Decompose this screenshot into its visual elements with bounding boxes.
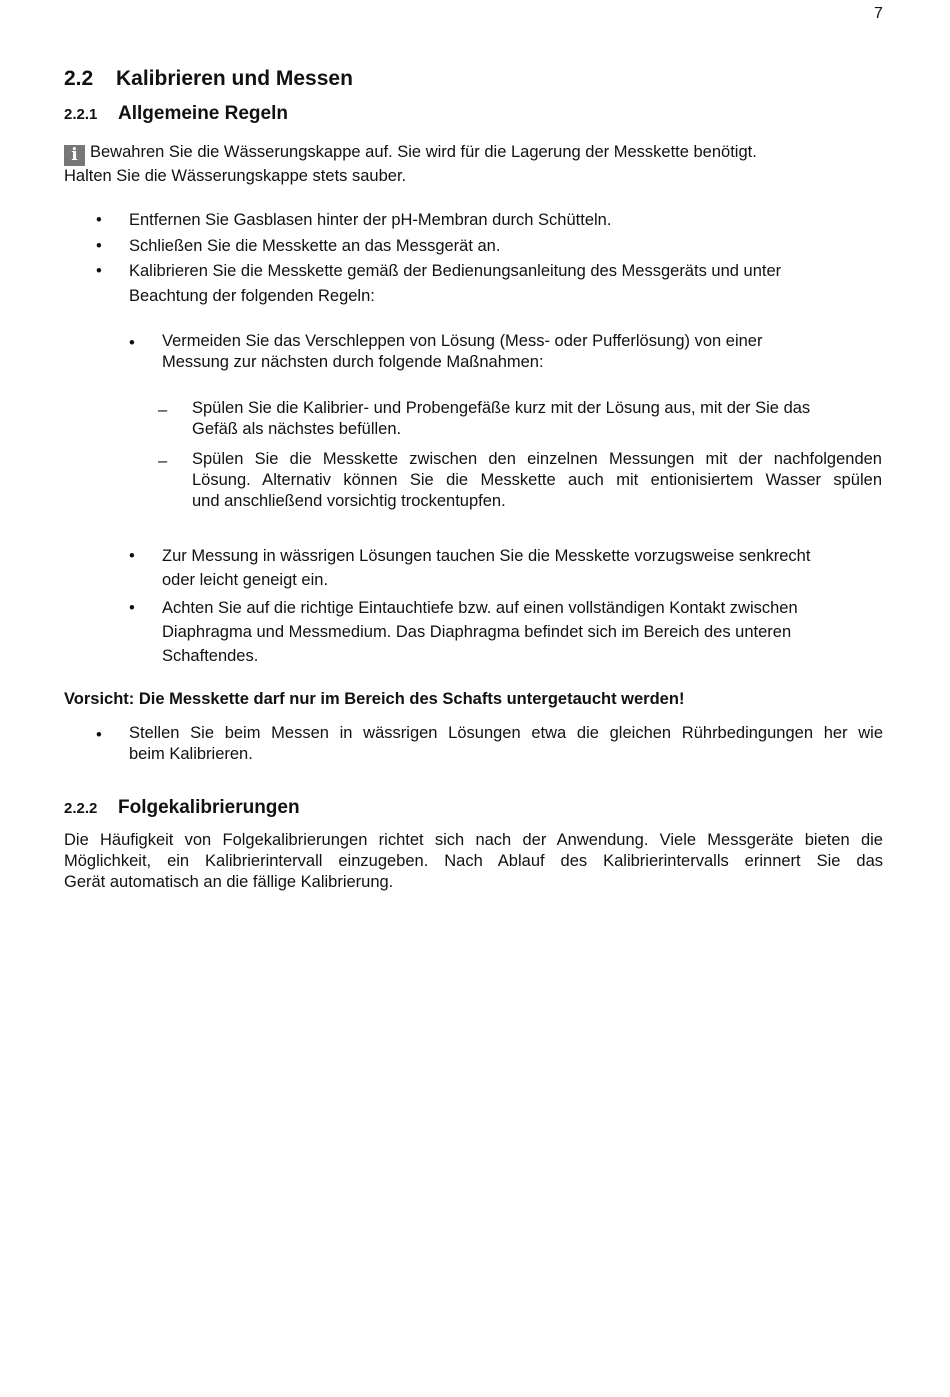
nested-item-line: Achten Sie auf die richtige Eintauchtiefe bzw. auf einen vollständigen Kontakt zwischen (162, 599, 798, 617)
list-item-line: Stellen Sie beim Messen in wässrigen Lösungen etwa die gleichen Rührbedingungen her wie (129, 724, 883, 742)
dash-item-line: und anschließend vorsichtig trockentupfen. (192, 492, 506, 510)
bullet-marker: • (129, 547, 135, 565)
info-line-1: Bewahren Sie die Wässerungskappe auf. Sie wird für die Lagerung der Messkette benötigt. (90, 143, 757, 161)
dash-item-text (192, 449, 882, 512)
bullet-marker: • (96, 211, 102, 229)
subsection-number: 2.2.1 (64, 106, 98, 123)
list-item-text: Kalibrieren Sie die Messkette gemäß der Bedienungsanleitung des Messgeräts und unter (129, 262, 782, 280)
dash-item-line: Gefäß als nächstes befüllen. (192, 420, 402, 438)
nested-item-text (162, 331, 762, 373)
subsection-title: Allgemeine Regeln (118, 103, 288, 124)
list-item-text-continued: Beachtung der folgenden Regeln: (129, 287, 375, 305)
info-note (64, 142, 883, 187)
page-number: 7 (874, 5, 883, 22)
paragraph-folgekalibrierungen (64, 830, 883, 893)
dash-item-line: Spülen Sie die Kalibrier- und Probengefäße kurz mit der Lösung aus, mit der Sie das (192, 399, 811, 417)
list-item-text: Schließen Sie die Messkette an das Messgerät an. (129, 237, 501, 255)
subsection-heading-1 (64, 103, 288, 125)
info-line-2: Halten Sie die Wässerungskappe stets sauber. (64, 167, 407, 185)
dash-marker: – (158, 401, 168, 419)
dash-item-text (192, 398, 810, 440)
list-item-line: beim Kalibrieren. (129, 745, 253, 763)
warning-text: Vorsicht: Die Messkette darf nur im Bereich des Schafts untergetaucht werden! (64, 690, 685, 708)
info-icon: i (64, 145, 85, 166)
bullet-marker: • (96, 262, 102, 280)
nested-item-line: Vermeiden Sie das Verschleppen von Lösung (Mess- oder Pufferlösung) von einer (162, 332, 763, 350)
dash-marker: – (158, 452, 168, 470)
section-number: 2.2 (64, 67, 94, 90)
subsection-heading-2 (64, 797, 300, 819)
nested-item-text (162, 596, 798, 668)
nested-item-text (162, 544, 810, 592)
subsection-title: Folgekalibrierungen (118, 797, 300, 818)
section-heading (64, 67, 353, 91)
paragraph-line: Möglichkeit, ein Kalibrierintervall einzugeben. Nach Ablauf des Kalibrierintervalls erinnert Sie das (64, 852, 883, 870)
nested-item-line: Diaphragma und Messmedium. Das Diaphragma befindet sich im Bereich des unteren (162, 623, 792, 641)
nested-item-line: Zur Messung in wässrigen Lösungen tauchen Sie die Messkette vorzugsweise senkrecht (162, 547, 811, 565)
dash-item-line: Spülen Sie die Messkette zwischen den einzelnen Messungen mit der nachfolgenden (192, 450, 882, 468)
paragraph-line: Die Häufigkeit von Folgekalibrierungen richtet sich nach der Anwendung. Viele Messgeräte bieten die (64, 831, 883, 849)
paragraph-line: Gerät automatisch an die fällige Kalibrierung. (64, 873, 394, 891)
bullet-marker: • (96, 726, 102, 744)
dash-item-line: Lösung. Alternativ können Sie die Messkette auch mit entionisiertem Wasser spülen (192, 471, 882, 489)
bullet-marker: • (129, 334, 135, 352)
list-item-text (129, 723, 883, 765)
subsection-number: 2.2.2 (64, 800, 98, 817)
bullet-marker: • (129, 599, 135, 617)
nested-item-line: oder leicht geneigt ein. (162, 571, 329, 589)
list-item-text: Entfernen Sie Gasblasen hinter der pH-Membran durch Schütteln. (129, 211, 612, 229)
section-title: Kalibrieren und Messen (116, 67, 353, 90)
nested-item-line: Messung zur nächsten durch folgende Maßnahmen: (162, 353, 544, 371)
bullet-marker: • (96, 237, 102, 255)
nested-item-line: Schaftendes. (162, 647, 259, 665)
